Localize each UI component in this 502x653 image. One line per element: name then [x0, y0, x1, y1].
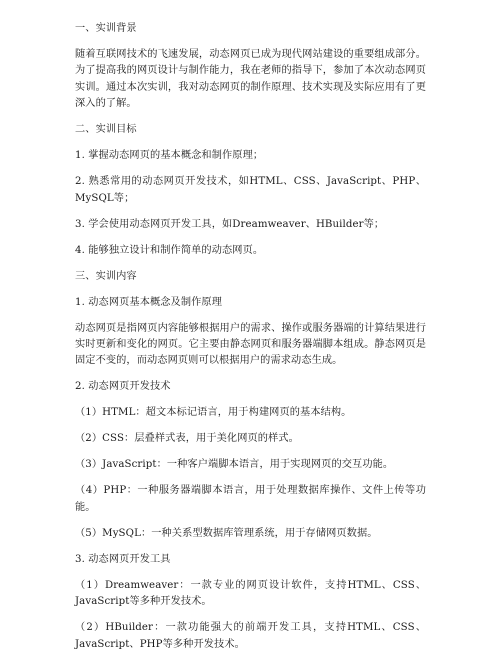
section-heading-content: 三、实训内容: [75, 270, 137, 282]
section-heading-background: 一、实训背景: [75, 23, 137, 34]
technology-item: （3）JavaScript：一种客户端脚本语言，用于实现网页的交互功能。: [75, 459, 394, 471]
goal-item: 2. 熟悉常用的动态网页开发技术，如HTML、CSS、JavaScript、PHP、MySQL等；: [75, 176, 426, 204]
technology-item: （5）MySQL：一种关系型数据库管理系统，用于存储网页数据。: [75, 527, 378, 539]
section-heading-goals: 二、实训目标: [75, 124, 137, 136]
technology-item: （4）PHP：一种服务器端脚本语言，用于处理数据库操作、文件上传等功能。: [75, 485, 426, 513]
goal-item: 1. 掌握动态网页的基本概念和制作原理；: [75, 150, 264, 162]
content-subtitle-technologies: 2. 动态网页开发技术: [75, 381, 171, 393]
background-paragraph: 随着互联网技术的飞速发展，动态网页已成为现代网站建设的重要组成部分。为了提高我的网页设计与制作能力，我在老师的指导下，参加了本次动态网页实训。通过本次实训，我对动态网页的制作原理、技术实现及实际应用有了更深入的了解。: [75, 49, 426, 110]
concepts-paragraph: 动态网页是指网页内容能够根据用户的需求、操作或服务器端的计算结果进行实时更新和变化的网页。它主要由静态网页和服务器端脚本组成。静态网页是固定不变的，而动态网页则可以根据用户的需求动态生成。: [75, 322, 426, 367]
tool-item: （1）Dreamweaver：一款专业的网页设计软件，支持HTML、CSS、JavaScript等多种开发技术。: [75, 579, 426, 608]
technology-item: （1）HTML：超文本标记语言，用于构建网页的基本结构。: [75, 407, 352, 419]
technology-item: （2）CSS：层叠样式表，用于美化网页的样式。: [75, 433, 299, 445]
goal-item: 3. 学会使用动态网页开发工具，如Dreamweaver、HBuilder等；: [75, 218, 385, 230]
goal-item: 4. 能够独立设计和制作简单的动态网页。: [75, 244, 264, 256]
tool-item: （2）HBuilder：一款功能强大的前端开发工具，支持HTML、CSS、JavaScript、PHP等多种开发技术。: [75, 622, 426, 650]
content-subtitle-tools: 3. 动态网页开发工具: [75, 553, 171, 565]
content-subtitle-concepts: 1. 动态网页基本概念及制作原理: [75, 296, 222, 308]
